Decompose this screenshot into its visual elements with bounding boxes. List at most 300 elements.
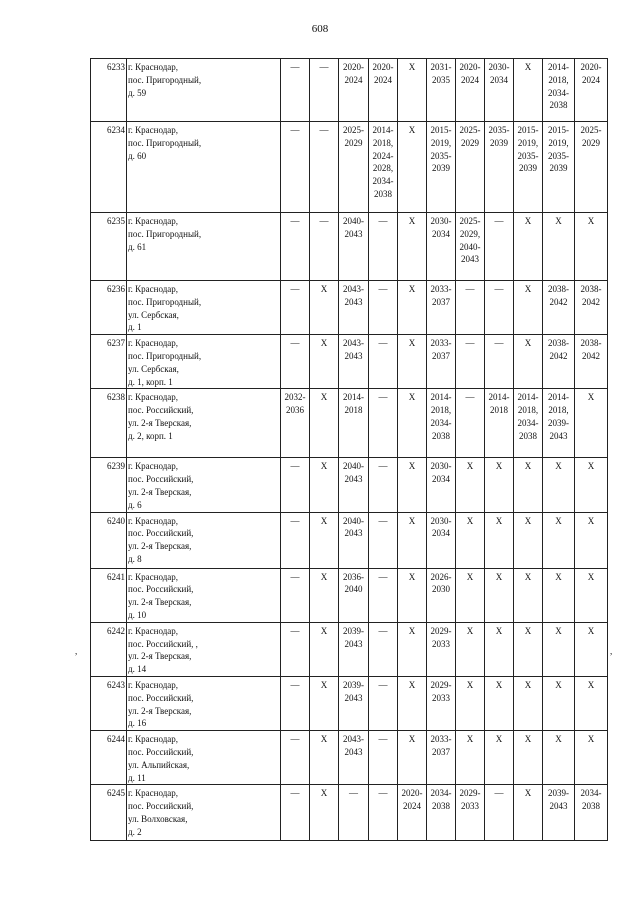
period-cell (427, 568, 456, 622)
row-number: 6238 (91, 389, 127, 458)
address-line: ул. 2-я Тверская, (128, 705, 192, 716)
period-cell (456, 568, 485, 622)
period-line: 2043 (549, 801, 568, 812)
period-line: X (495, 515, 503, 526)
period-line: X (408, 461, 416, 472)
address-line: пос. Российский, (128, 746, 194, 757)
period-line: 2029 (582, 137, 600, 148)
period-cell (485, 213, 514, 281)
address-line: пос. Российский, (128, 584, 194, 595)
period-line: 2038- (580, 284, 602, 294)
period-cell (310, 568, 339, 622)
table-row (91, 59, 608, 122)
period-line: 2036 (286, 405, 304, 416)
period-line: 2033 (432, 692, 450, 703)
period-cell (339, 568, 369, 622)
period-line: X (320, 284, 328, 294)
address-line: д. 10 (128, 609, 147, 620)
period-line: X (408, 571, 416, 582)
period-cell (281, 568, 310, 622)
period-cell (543, 213, 575, 281)
period-line: — (349, 788, 358, 799)
period-line: — (319, 125, 329, 135)
period-cell (281, 281, 310, 335)
period-line: X (587, 461, 595, 472)
period-line: 2035- (548, 150, 569, 161)
period-cell (514, 281, 543, 335)
period-line: X (495, 734, 503, 745)
period-cell (456, 458, 485, 512)
period-line: X (320, 625, 328, 636)
period-cell (575, 785, 608, 841)
period-cell (485, 281, 514, 335)
period-cell (543, 731, 575, 785)
period-line: X (466, 515, 474, 526)
period-line: X (408, 392, 416, 403)
period-line: 2020- (580, 62, 602, 72)
period-cell (310, 512, 339, 568)
period-line: 2043- (343, 284, 364, 294)
period-line: X (587, 216, 595, 226)
period-line: — (494, 216, 504, 226)
period-cell (456, 622, 485, 676)
period-cell (514, 622, 543, 676)
period-line: 2036- (343, 571, 364, 582)
address-line: пос. Российский, (128, 405, 194, 416)
row-number: 6234 (91, 122, 127, 213)
address-cell (127, 458, 281, 512)
period-line: — (290, 461, 300, 472)
period-cell (427, 676, 456, 730)
period-line: X (408, 679, 416, 690)
period-cell (310, 458, 339, 512)
period-line: 2015- (548, 125, 569, 135)
period-cell (514, 785, 543, 841)
address-line: ул. Волховская, (128, 813, 188, 824)
period-cell (339, 676, 369, 730)
period-line: 2030- (488, 62, 510, 72)
period-line: 2034- (372, 176, 394, 187)
period-line: 2018, (517, 405, 539, 416)
period-line: — (378, 625, 388, 636)
period-cell (456, 785, 485, 841)
period-cell (281, 785, 310, 841)
period-line: 2038 (582, 801, 600, 812)
address-line: д. 2, корп. 1 (128, 430, 173, 441)
period-line: X (466, 679, 474, 690)
period-cell (543, 622, 575, 676)
period-cell (485, 785, 514, 841)
address-line: г. Краснодар, (128, 515, 179, 526)
period-line: — (378, 571, 388, 582)
address-line: г. Краснодар, (128, 284, 179, 294)
period-line: 2043 (344, 746, 363, 757)
period-line: — (494, 284, 504, 294)
period-cell (398, 281, 427, 335)
period-line: 2043 (344, 692, 363, 703)
period-line: 2035- (488, 125, 510, 135)
period-line: 2029 (344, 137, 363, 148)
period-line: — (290, 515, 300, 526)
period-line: 2019, (430, 137, 452, 148)
period-line: X (555, 625, 562, 636)
period-cell (575, 568, 608, 622)
period-line: 2019, (548, 137, 569, 148)
period-cell (398, 122, 427, 213)
period-cell (543, 389, 575, 458)
period-line: 2039 (519, 163, 537, 174)
period-line: — (290, 571, 300, 582)
period-line: X (555, 571, 562, 582)
period-cell (575, 122, 608, 213)
period-line: X (408, 216, 416, 226)
period-cell (485, 622, 514, 676)
period-line: X (320, 571, 328, 582)
period-cell (369, 213, 398, 281)
period-cell (369, 568, 398, 622)
period-line: — (378, 734, 388, 745)
address-line: д. 2 (128, 826, 142, 837)
period-line: 2043 (344, 638, 363, 649)
period-cell (398, 676, 427, 730)
period-cell (514, 568, 543, 622)
period-line: — (290, 216, 300, 226)
period-line: 2043- (343, 338, 364, 349)
period-line: X (587, 679, 595, 690)
period-line: 2035 (432, 74, 450, 85)
period-line: 2034 (432, 474, 450, 485)
period-cell (485, 568, 514, 622)
period-line: X (524, 62, 532, 72)
period-cell (514, 389, 543, 458)
period-cell (310, 389, 339, 458)
period-cell (310, 122, 339, 213)
period-cell (575, 281, 608, 335)
period-line: 2026- (430, 571, 452, 582)
period-cell (427, 213, 456, 281)
period-line: 2018 (490, 405, 508, 416)
period-cell (575, 512, 608, 568)
period-cell (485, 731, 514, 785)
period-line: 2034- (548, 87, 569, 98)
address-line: пос. Российский, (128, 474, 194, 485)
period-line: X (524, 625, 532, 636)
period-cell (543, 785, 575, 841)
period-line: 2015- (517, 125, 539, 135)
period-line: — (378, 515, 388, 526)
period-line: 2020- (401, 788, 423, 799)
period-line: — (465, 392, 475, 403)
period-cell (575, 389, 608, 458)
period-line: — (290, 125, 300, 135)
period-cell (427, 59, 456, 122)
period-line: 2025- (459, 216, 481, 226)
page-number: 608 (311, 23, 329, 35)
period-line: — (319, 62, 329, 72)
period-line: 2034 (432, 228, 450, 239)
period-line: 2034 (490, 74, 508, 85)
period-cell (485, 676, 514, 730)
address-line: ул. Альпийская, (128, 759, 190, 770)
period-line: 2040 (344, 584, 363, 595)
period-line: 2043 (344, 350, 363, 361)
period-cell (339, 213, 369, 281)
address-line: пос. Российский, (128, 528, 194, 539)
period-cell (281, 213, 310, 281)
period-line: X (524, 216, 532, 226)
row-number: 6240 (91, 512, 127, 568)
period-line: 2024 (344, 74, 363, 85)
address-line: д. 11 (128, 772, 146, 783)
period-line: X (408, 62, 416, 72)
row-number: 6236 (91, 281, 127, 335)
period-line: 2043 (344, 228, 363, 239)
period-line: X (408, 125, 416, 135)
address-line: г. Краснодар, (128, 679, 179, 690)
address-cell (127, 281, 281, 335)
period-cell (281, 731, 310, 785)
period-line: 2038 (549, 100, 568, 111)
period-cell (281, 622, 310, 676)
table-row (91, 785, 608, 841)
address-line: пос. Пригородный, (128, 350, 202, 361)
period-line: 2014- (488, 392, 510, 403)
period-cell (427, 122, 456, 213)
period-line: 2025- (343, 125, 364, 135)
period-cell (281, 335, 310, 389)
table-row (91, 281, 608, 335)
table-row (91, 213, 608, 281)
period-line: 2037 (432, 296, 450, 307)
period-line: X (587, 515, 595, 526)
period-line: X (408, 338, 416, 349)
period-line: 2032- (284, 392, 306, 403)
period-line: 2043 (344, 528, 363, 539)
period-line: — (494, 338, 504, 349)
period-cell (398, 389, 427, 458)
address-line: ул. Сербская, (128, 309, 179, 320)
period-cell (398, 59, 427, 122)
period-line: 2018, (548, 74, 569, 85)
address-line: ул. Сербская, (128, 363, 179, 374)
period-line: 2018, (548, 405, 569, 416)
row-number: 6235 (91, 213, 127, 281)
period-line: 2025- (459, 125, 481, 135)
period-cell (543, 281, 575, 335)
period-line: X (408, 515, 416, 526)
address-line: г. Краснодар, (128, 734, 179, 745)
period-line: 2029 (461, 137, 479, 148)
period-line: 2024- (372, 150, 394, 161)
period-line: 2029- (430, 679, 452, 690)
period-line: 2039 (549, 163, 568, 174)
period-cell (514, 335, 543, 389)
period-line: X (524, 461, 532, 472)
period-line: 2034- (430, 788, 452, 799)
period-cell (485, 389, 514, 458)
address-line: пос. Российский, , (128, 638, 198, 649)
address-cell (127, 59, 281, 122)
address-line: г. Краснодар, (128, 62, 179, 72)
period-cell (369, 281, 398, 335)
period-line: 2039- (548, 417, 569, 428)
period-line: 2035- (517, 150, 539, 161)
address-cell (127, 389, 281, 458)
period-cell (456, 335, 485, 389)
period-line: 2029- (459, 788, 481, 799)
period-cell (514, 512, 543, 568)
period-line: X (466, 625, 474, 636)
period-cell (427, 785, 456, 841)
period-cell (543, 512, 575, 568)
period-cell (369, 512, 398, 568)
address-cell (127, 122, 281, 213)
period-cell (339, 59, 369, 122)
address-cell (127, 335, 281, 389)
period-line: — (290, 788, 300, 799)
period-line: 2033- (430, 734, 452, 745)
period-cell (281, 512, 310, 568)
period-line: 2042 (549, 350, 568, 361)
period-line: 2039- (343, 679, 364, 690)
period-cell (281, 389, 310, 458)
period-cell (310, 281, 339, 335)
row-number: 6242 (91, 622, 127, 676)
period-line: 2038 (519, 430, 537, 441)
period-line: 2042 (582, 296, 600, 307)
address-line: пос. Российский, (128, 692, 194, 703)
period-cell (575, 213, 608, 281)
period-cell (339, 731, 369, 785)
period-line: 2030 (432, 584, 450, 595)
period-line: 2018, (372, 137, 394, 148)
period-cell (369, 731, 398, 785)
period-line: 2020- (343, 62, 364, 72)
period-cell (339, 389, 369, 458)
period-line: 2038- (548, 338, 569, 349)
period-cell (514, 122, 543, 213)
period-line: — (378, 461, 388, 472)
period-cell (427, 512, 456, 568)
period-cell (398, 622, 427, 676)
period-cell (575, 335, 608, 389)
period-cell (427, 335, 456, 389)
period-cell (281, 122, 310, 213)
period-line: 2043- (343, 734, 364, 745)
period-line: 2033 (461, 801, 479, 812)
period-cell (310, 731, 339, 785)
table-row (91, 676, 608, 730)
period-line: X (555, 216, 562, 226)
row-number: 6233 (91, 59, 127, 122)
period-cell (339, 458, 369, 512)
period-line: 2038- (580, 338, 602, 349)
period-cell (398, 458, 427, 512)
address-line: д. 1 (128, 322, 142, 333)
period-cell (281, 59, 310, 122)
period-line: X (587, 571, 595, 582)
address-line: г. Краснодар, (128, 571, 179, 582)
period-line: — (290, 338, 300, 349)
period-line: 2037 (432, 746, 450, 757)
period-cell (310, 676, 339, 730)
period-line: 2033 (432, 638, 450, 649)
period-cell (427, 731, 456, 785)
table-row (91, 335, 608, 389)
period-line: 2025- (580, 125, 602, 135)
address-line: г. Краснодар, (128, 125, 179, 135)
period-line: — (290, 679, 300, 690)
period-cell (398, 512, 427, 568)
period-cell (369, 458, 398, 512)
row-number: 6237 (91, 335, 127, 389)
period-line: — (494, 788, 504, 799)
period-line: 2040- (343, 461, 364, 472)
address-line: г. Краснодар, (128, 216, 179, 226)
period-line: 2040- (343, 515, 364, 526)
period-line: — (290, 62, 300, 72)
period-line: 2043 (344, 296, 363, 307)
table-row (91, 458, 608, 512)
address-line: ул. 2-я Тверская, (128, 651, 192, 662)
period-cell (398, 335, 427, 389)
period-line: 2029, (459, 228, 481, 239)
table-row (91, 622, 608, 676)
period-line: 2039 (490, 137, 508, 148)
period-line: 2024 (461, 74, 479, 85)
period-line: 2042 (582, 350, 600, 361)
period-cell (369, 785, 398, 841)
period-cell (485, 458, 514, 512)
period-line: 2034- (517, 417, 539, 428)
period-line: — (378, 284, 388, 294)
period-line: 2024 (403, 801, 421, 812)
period-line: 2014- (343, 392, 364, 403)
period-line: X (555, 461, 562, 472)
address-line: г. Краснодар, (128, 392, 179, 403)
period-cell (339, 335, 369, 389)
period-line: 2018 (344, 405, 363, 416)
period-cell (485, 512, 514, 568)
period-line: 2020- (459, 62, 481, 72)
period-line: 2034- (430, 417, 452, 428)
period-line: X (320, 338, 328, 349)
period-line: 2014- (430, 392, 452, 403)
address-cell (127, 731, 281, 785)
period-cell (456, 731, 485, 785)
period-cell (543, 568, 575, 622)
period-cell (369, 622, 398, 676)
address-cell (127, 785, 281, 841)
period-line: X (495, 571, 503, 582)
table-row (91, 568, 608, 622)
address-line: пос. Пригородный, (128, 74, 202, 85)
address-line: пос. Пригородный, (128, 137, 202, 148)
address-line: д. 1, корп. 1 (128, 376, 173, 387)
period-line: 2024 (582, 74, 600, 85)
address-line: д. 59 (128, 87, 147, 98)
address-line: д. 16 (128, 718, 147, 729)
address-line: ул. 2-я Тверская, (128, 486, 192, 497)
period-cell (310, 785, 339, 841)
period-line: — (378, 216, 388, 226)
period-line: X (320, 788, 328, 799)
period-cell (514, 458, 543, 512)
period-cell (310, 213, 339, 281)
period-line: 2033- (430, 284, 452, 294)
address-line: ул. 2-я Тверская, (128, 541, 192, 552)
period-line: — (378, 338, 388, 349)
